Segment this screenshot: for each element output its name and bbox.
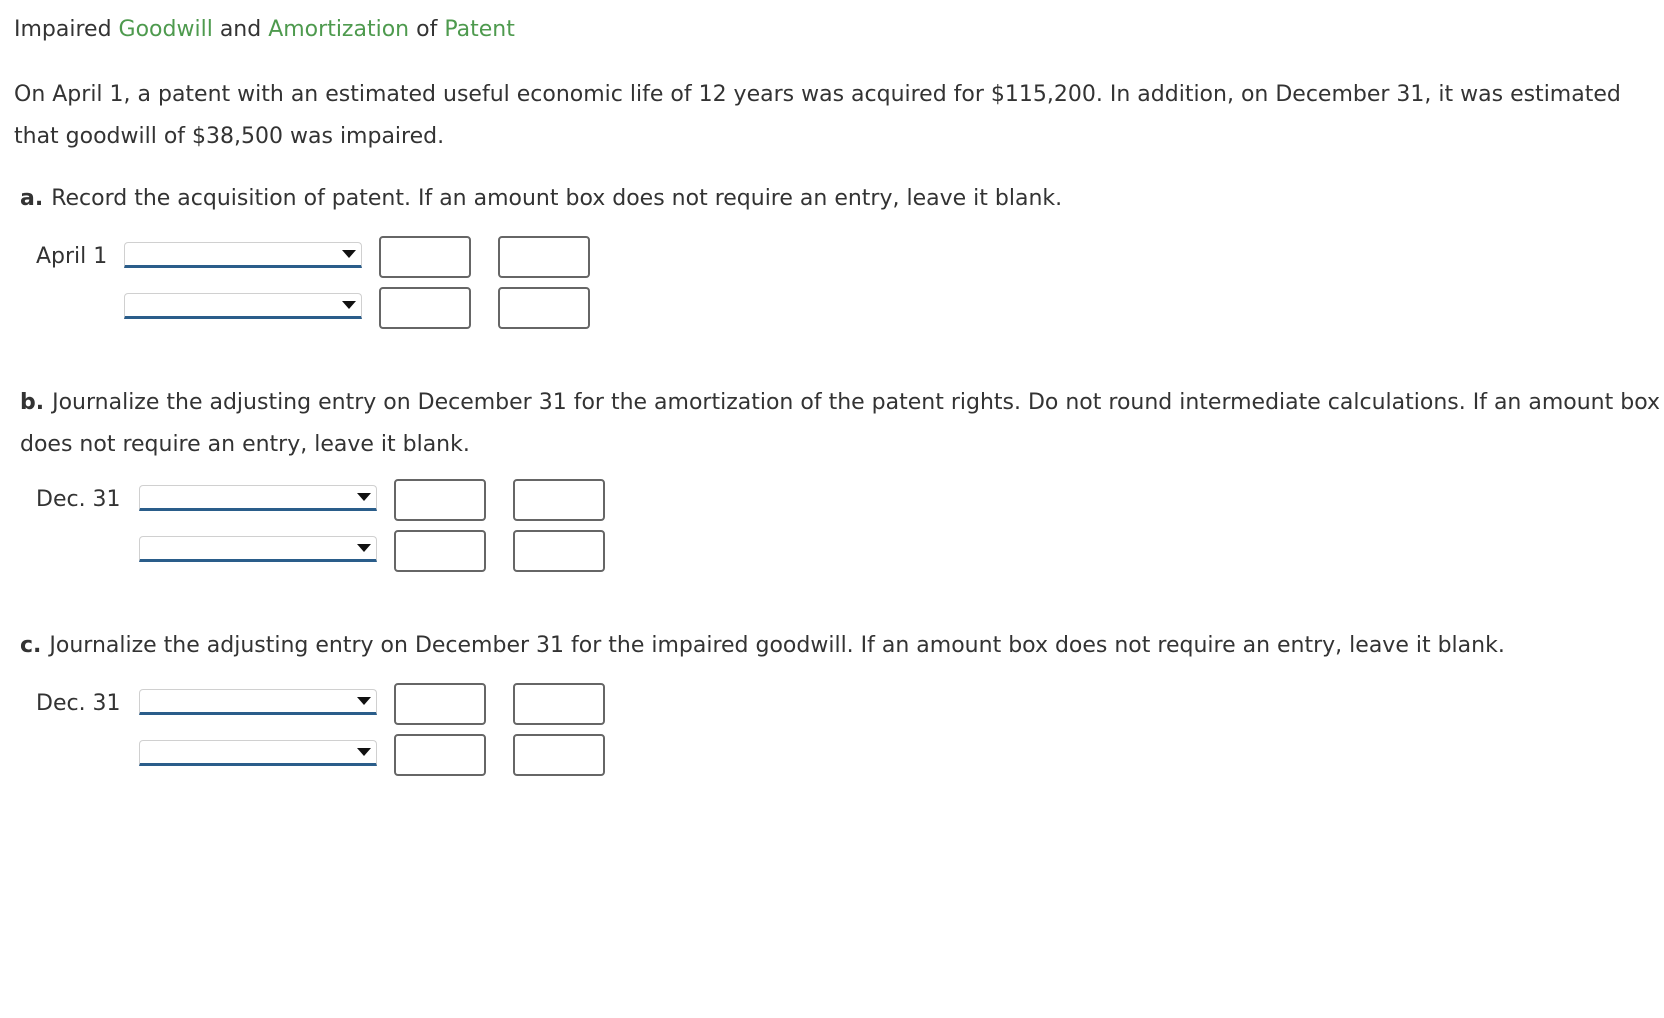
caret-down-icon (357, 697, 371, 705)
credit-amount-input[interactable] (513, 530, 605, 572)
part-b-text: Journalize the adjusting entry on December 31 for the amortization of the patent rights. Do not round intermediate calculations. If an amount box does not require an entry, leave it blank. (20, 390, 1661, 457)
part-a-instruction (20, 178, 1660, 220)
entry-date-label: Dec. 31 (36, 691, 121, 716)
debit-amount-input[interactable] (394, 734, 486, 776)
credit-amount-input[interactable] (513, 479, 605, 521)
caret-down-icon (357, 493, 371, 501)
part-b-letter: b. (20, 390, 45, 415)
title-word: Impaired (14, 17, 112, 42)
title-word: of (416, 17, 438, 42)
debit-amount-input[interactable] (394, 479, 486, 521)
credit-amount-input[interactable] (498, 287, 590, 329)
caret-down-icon (342, 301, 356, 309)
goodwill-term: Goodwill (118, 17, 213, 42)
debit-amount-input[interactable] (394, 683, 486, 725)
account-select[interactable] (124, 242, 362, 268)
entry-date-label: April 1 (36, 244, 108, 269)
caret-down-icon (342, 250, 356, 258)
account-select[interactable] (139, 536, 377, 562)
debit-amount-input[interactable] (379, 287, 471, 329)
credit-amount-input[interactable] (513, 683, 605, 725)
caret-down-icon (357, 748, 371, 756)
debit-amount-input[interactable] (394, 530, 486, 572)
part-c-instruction (20, 625, 1660, 667)
part-a-text: Record the acquisition of patent. If an amount box does not require an entry, leave it blank. (51, 186, 1063, 211)
problem-statement: On April 1, a patent with an estimated useful economic life of 12 years was acquired for $115,200. In addition, on December 31, it was estimated that goodwill of $38,500 was impaired. (14, 82, 1621, 149)
account-select[interactable] (139, 485, 377, 511)
part-c-letter: c. (20, 633, 42, 658)
page-title (14, 14, 515, 46)
entry-date-label: Dec. 31 (36, 487, 121, 512)
caret-down-icon (357, 544, 371, 552)
credit-amount-input[interactable] (498, 236, 590, 278)
debit-amount-input[interactable] (379, 236, 471, 278)
account-select[interactable] (139, 740, 377, 766)
credit-amount-input[interactable] (513, 734, 605, 776)
part-b-instruction (20, 382, 1660, 466)
title-word: and (219, 17, 262, 42)
account-select[interactable] (124, 293, 362, 319)
part-a-letter: a. (20, 186, 44, 211)
patent-term: Patent (444, 17, 515, 42)
account-select[interactable] (139, 689, 377, 715)
part-c-text: Journalize the adjusting entry on December 31 for the impaired goodwill. If an amount box does not require an entry, leave it blank. (49, 633, 1505, 658)
amortization-term: Amortization (268, 17, 410, 42)
